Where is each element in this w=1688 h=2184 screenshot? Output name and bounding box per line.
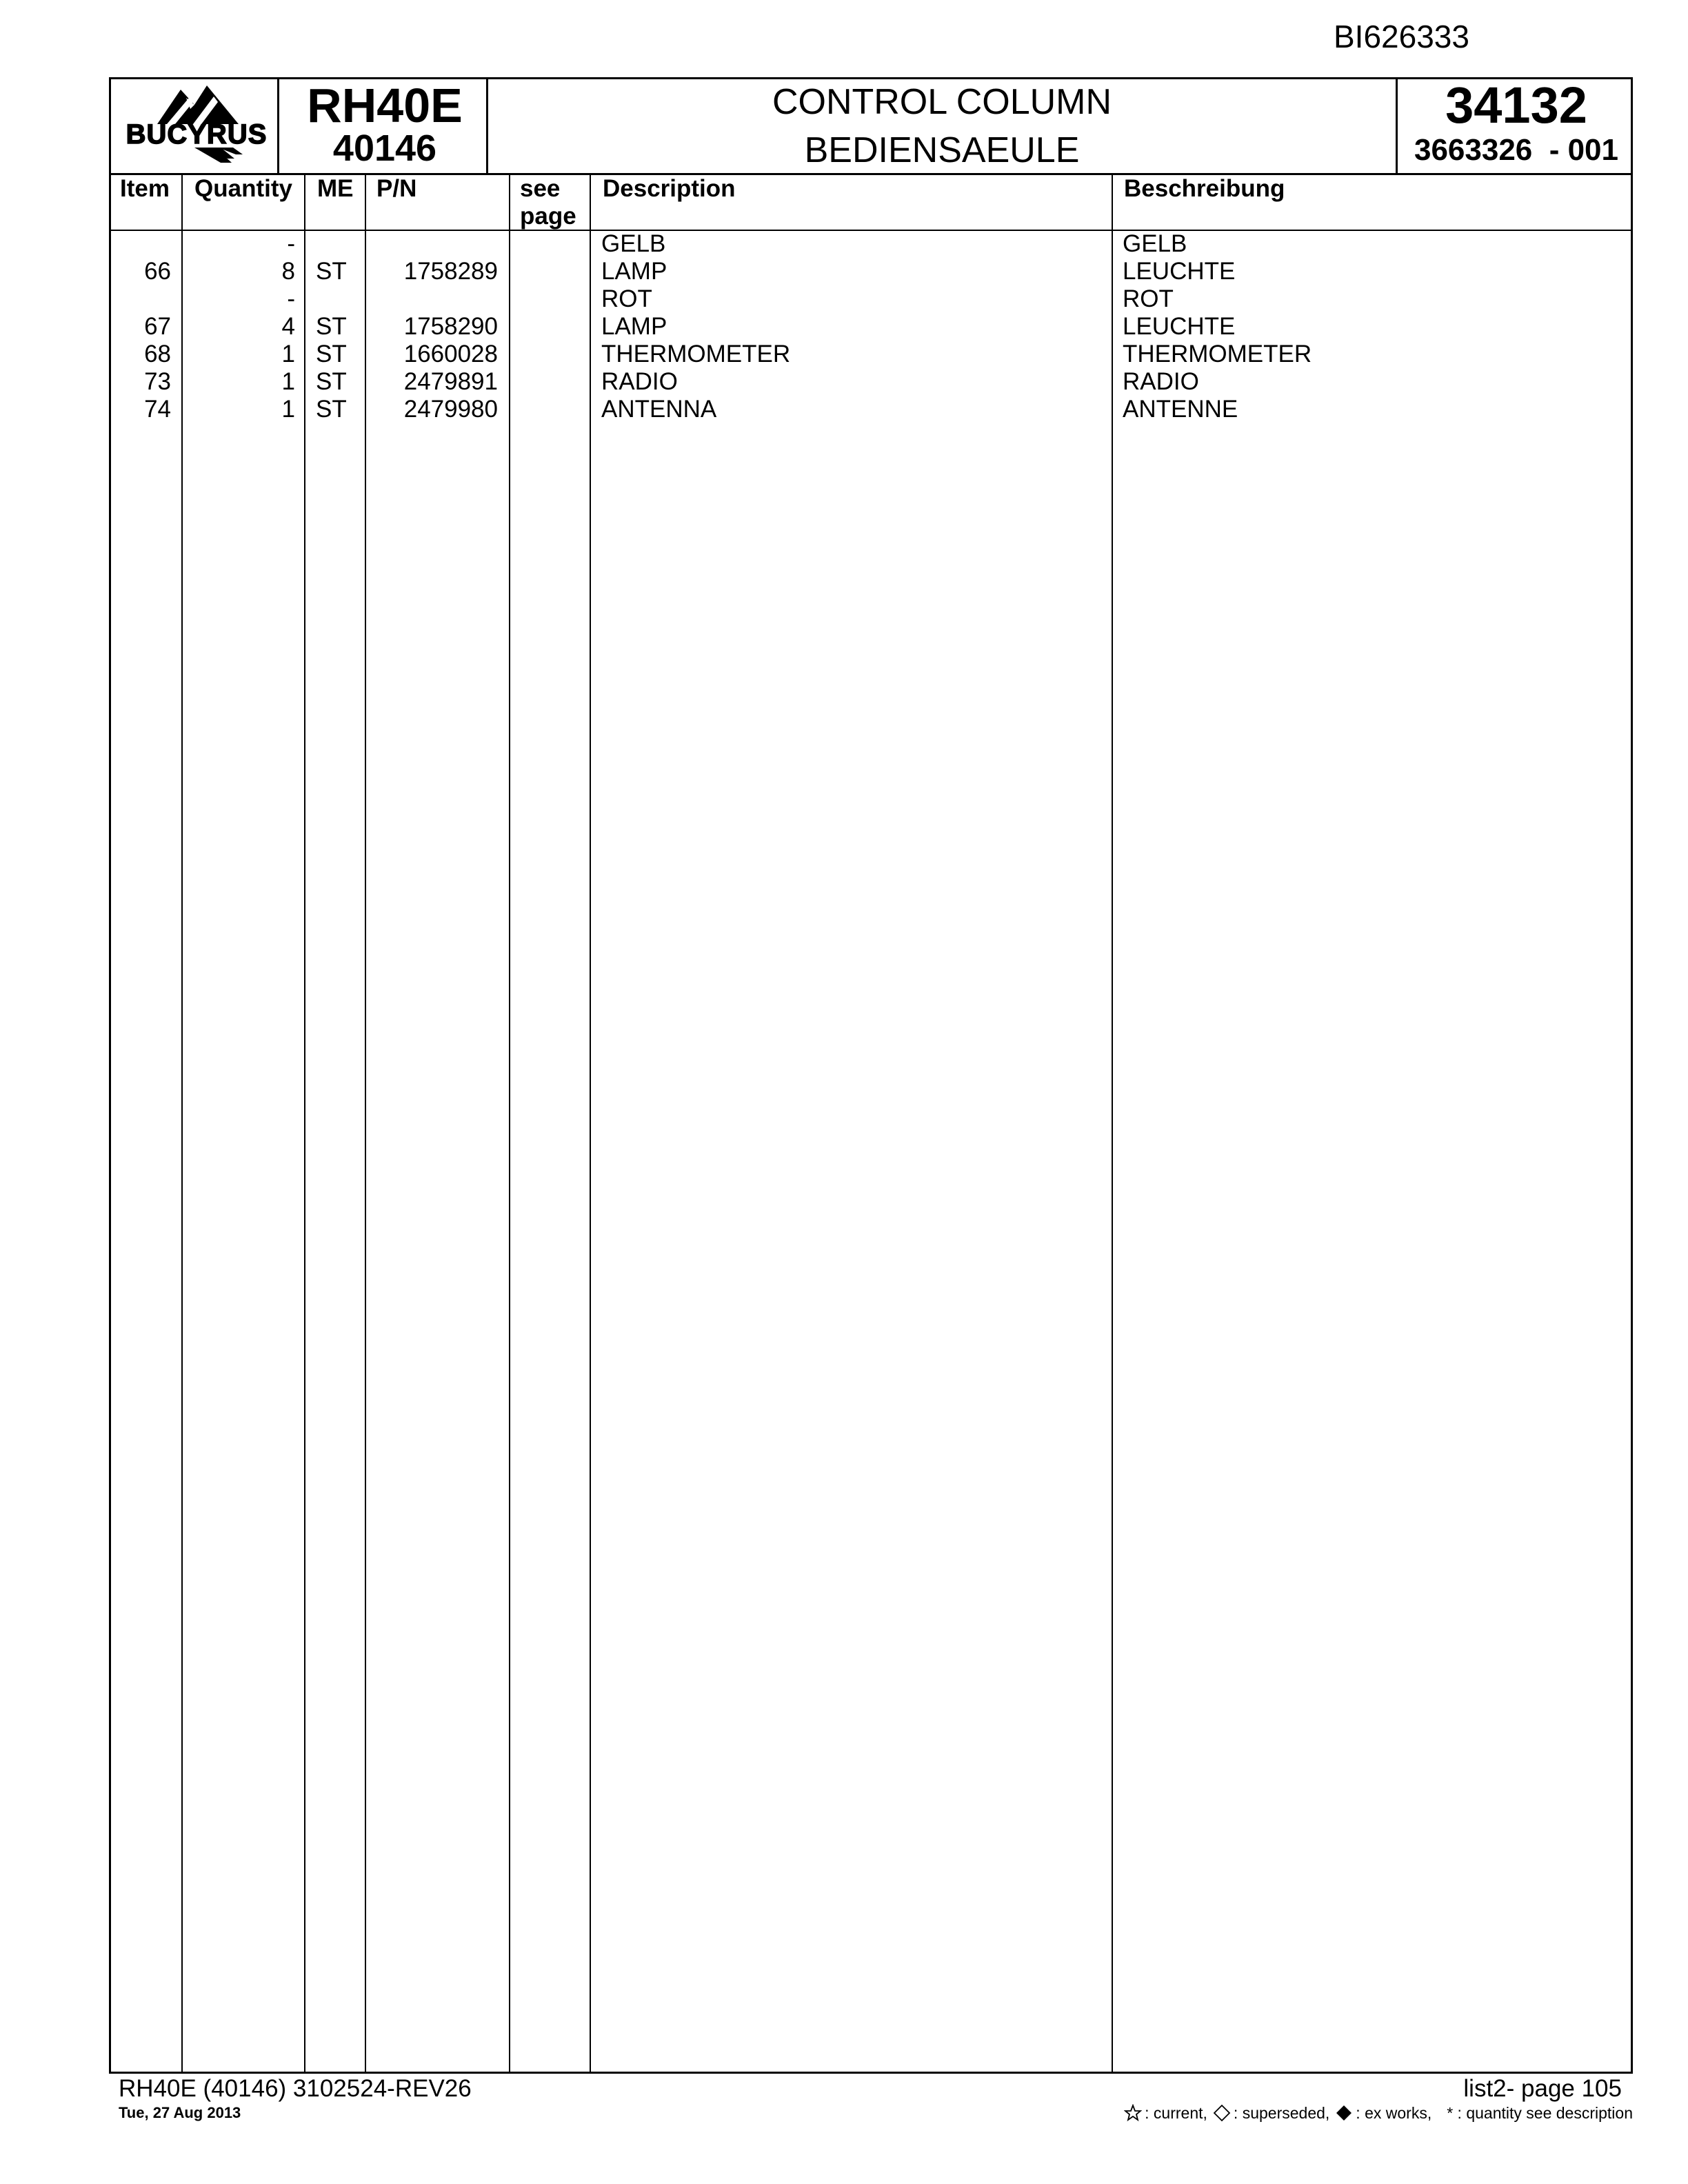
cell-item: 67: [144, 313, 171, 340]
footer-document-ref: RH40E (40146) 3102524-REV26: [119, 2075, 472, 2102]
col-divider-description: [1112, 173, 1113, 2074]
bucyrus-logo: [117, 81, 277, 170]
cell-description: ROT: [601, 285, 652, 312]
col-divider-pn: [509, 173, 510, 2074]
legend-quantity-note: * : quantity see description: [1447, 2103, 1633, 2122]
bucyrus-logo-icon: [117, 81, 277, 170]
document-id: BI626333: [1334, 19, 1469, 54]
cell-quantity: 1: [281, 396, 295, 423]
cell-description: THERMOMETER: [601, 341, 791, 367]
footer-date: Tue, 27 Aug 2013: [119, 2104, 241, 2121]
model-number: 40146: [332, 128, 437, 169]
cell-pn: 2479891: [403, 368, 498, 395]
cell-quantity: 1: [281, 341, 295, 367]
diamond-filled-icon: [1335, 2104, 1353, 2122]
header-divider-group: [1396, 77, 1398, 174]
cell-quantity: 8: [281, 258, 295, 285]
cell-beschreibung: GELB: [1123, 230, 1187, 257]
cell-description: RADIO: [601, 368, 678, 395]
legend-current-label: : current,: [1145, 2103, 1207, 2122]
cell-quantity: -: [287, 230, 295, 257]
legend-superseded: [1213, 2104, 1329, 2122]
cell-item: 68: [144, 341, 171, 367]
cell-description: LAMP: [601, 258, 667, 285]
cell-item: 73: [144, 368, 171, 395]
cell-me: ST: [316, 258, 347, 285]
cell-me: ST: [316, 396, 347, 423]
footer-page-number: list2- page 105: [1463, 2075, 1622, 2102]
col-divider-item: [181, 173, 183, 2074]
cell-description: ANTENNA: [601, 396, 717, 423]
col-header-page: page: [520, 203, 576, 230]
cell-quantity: 4: [281, 313, 295, 340]
footer-legend: [1124, 2104, 1633, 2122]
col-header-item: Item: [120, 175, 170, 202]
title-german: BEDIENSAEULE: [804, 130, 1080, 170]
column-header-rule: [109, 230, 1633, 231]
cell-description: GELB: [601, 230, 666, 257]
legend-superseded-label: : superseded,: [1233, 2103, 1330, 2122]
title-english: CONTROL COLUMN: [772, 82, 1112, 122]
cell-description: LAMP: [601, 313, 667, 340]
cell-beschreibung: THERMOMETER: [1123, 341, 1312, 367]
cell-item: 74: [144, 396, 171, 423]
cell-pn: 1758289: [403, 258, 498, 285]
cell-quantity: 1: [281, 368, 295, 395]
cell-pn: 2479980: [403, 396, 498, 423]
cell-pn: 1758290: [403, 313, 498, 340]
cell-quantity: -: [287, 285, 295, 312]
col-header-me: ME: [317, 175, 354, 202]
legend-current: [1124, 2104, 1207, 2122]
cell-beschreibung: RADIO: [1123, 368, 1199, 395]
cell-beschreibung: ANTENNE: [1123, 396, 1238, 423]
drawing-number: 3663326 - 001: [1414, 133, 1619, 167]
col-divider-me: [365, 173, 366, 2074]
col-header-pn: P/N: [376, 175, 417, 202]
col-header-description: Description: [603, 175, 736, 202]
cell-pn: 1660028: [403, 341, 498, 367]
svg-text:BUCYRUS: BUCYRUS: [125, 119, 268, 150]
cell-beschreibung: LEUCHTE: [1123, 313, 1236, 340]
col-divider-quantity: [304, 173, 305, 2074]
cell-beschreibung: ROT: [1123, 285, 1174, 312]
cell-me: ST: [316, 368, 347, 395]
legend-ex-works: [1335, 2104, 1431, 2122]
diamond-outline-icon: [1213, 2104, 1231, 2122]
cell-me: ST: [316, 341, 347, 367]
col-header-beschreibung: Beschreibung: [1124, 175, 1285, 202]
star-outline-icon: [1124, 2104, 1142, 2122]
cell-item: 66: [144, 258, 171, 285]
cell-beschreibung: LEUCHTE: [1123, 258, 1236, 285]
col-header-quantity: Quantity: [194, 175, 292, 202]
legend-ex-works-label: : ex works,: [1356, 2103, 1432, 2122]
model-name: RH40E: [307, 79, 463, 132]
col-header-see: see: [520, 175, 561, 202]
group-number: 34132: [1445, 77, 1587, 134]
cell-me: ST: [316, 313, 347, 340]
col-divider-see-page: [590, 173, 591, 2074]
header-divider-logo: [277, 77, 279, 174]
